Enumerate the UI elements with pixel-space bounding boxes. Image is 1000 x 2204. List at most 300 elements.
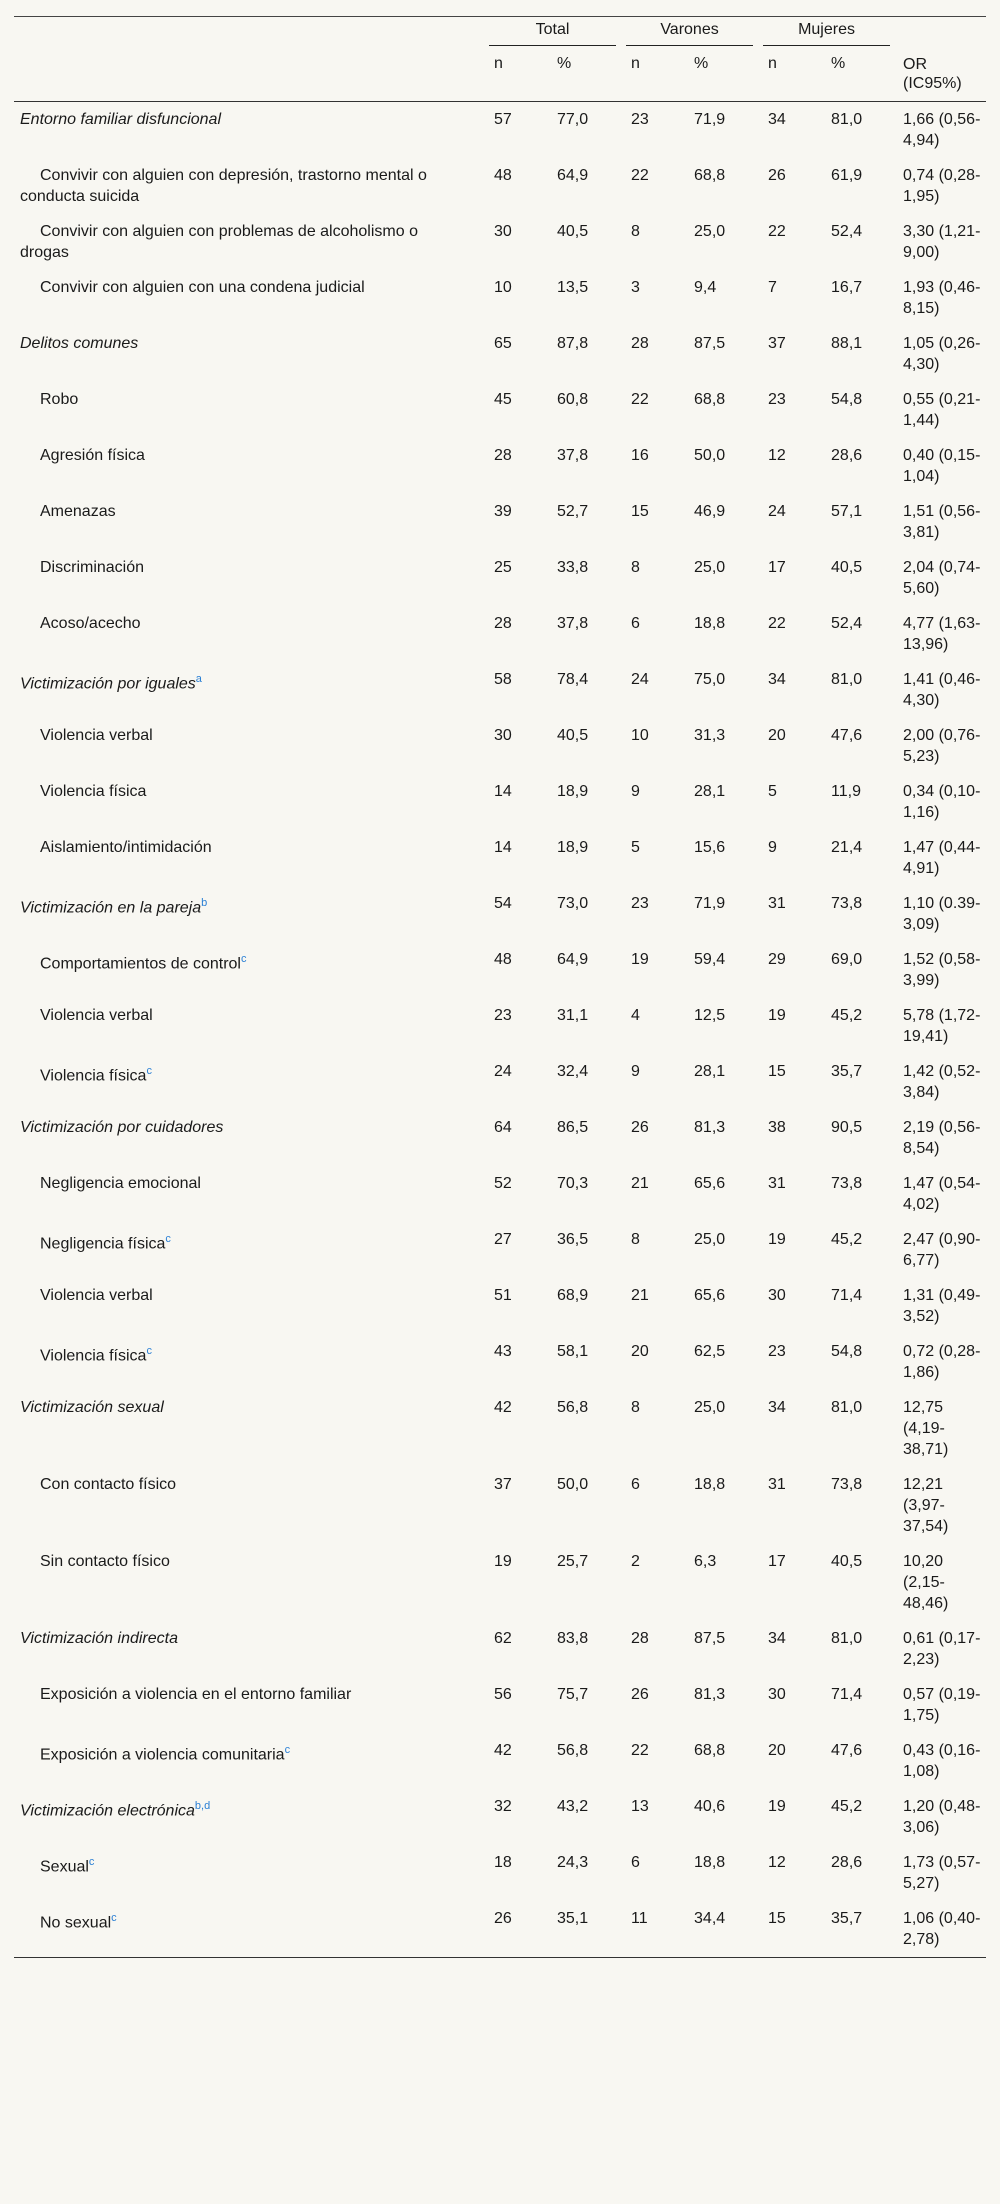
mujeres-pct-cell: 45,2 [831,1798,863,1815]
footnote-marker: c [88,1856,95,1868]
table-row [14,1677,986,1733]
subcategory-label [14,438,484,494]
table-row [14,550,986,606]
varones-pct-cell: 71,9 [694,111,726,128]
table-row [14,1544,986,1621]
total-pct-cell: 36,5 [557,1231,589,1248]
odds-ratio-cell: 1,31 (0,49-3,52) [903,1287,981,1325]
total-pct-cell: 37,8 [557,615,589,632]
mujeres-n-cell: 12 [768,1854,786,1871]
subcategory-label [14,774,484,830]
varones-pct-cell: 25,0 [694,559,726,576]
mujeres-n-cell: 31 [768,1175,786,1192]
total-n-cell: 30 [494,727,512,744]
total-pct-cell: 75,7 [557,1686,589,1703]
odds-ratio-cell: 1,52 (0,58-3,99) [903,951,981,989]
varones-n-cell: 2 [631,1553,640,1570]
odds-ratio-cell: 1,10 (0.39-3,09) [903,895,981,933]
varones-pct-cell: 25,0 [694,1231,726,1248]
odds-ratio-cell: 12,21 (3,97-37,54) [903,1476,949,1535]
varones-pct-cell: 6,3 [694,1553,717,1570]
total-pct-cell: 77,0 [557,111,589,128]
odds-ratio-cell: 1,05 (0,26-4,30) [903,335,981,373]
total-n-cell: 39 [494,503,512,520]
mujeres-pct-cell: 47,6 [831,727,863,744]
mujeres-pct-cell: 52,4 [831,615,863,632]
mujeres-pct-cell: 73,8 [831,895,863,912]
mujeres-pct-cell: 28,6 [831,1854,863,1871]
row-label-text: Victimización indirecta [20,1630,178,1647]
total-pct-cell: 78,4 [557,671,589,688]
header-mujeres-pct: % [821,49,895,102]
mujeres-pct-cell: 69,0 [831,951,863,968]
total-n-cell: 48 [494,167,512,184]
row-label-text: No sexual [40,1914,112,1932]
table-row [14,1334,986,1390]
varones-pct-cell: 68,8 [694,167,726,184]
odds-ratio-cell: 2,47 (0,90-6,77) [903,1231,981,1269]
total-n-cell: 64 [494,1119,512,1136]
row-label-text: Violencia física [40,1067,147,1085]
total-n-cell: 62 [494,1630,512,1647]
row-label-text: Agresión física [40,447,145,464]
total-pct-cell: 58,1 [557,1343,589,1360]
subcategory-label [14,998,484,1054]
table-row [14,382,986,438]
total-pct-cell: 70,3 [557,1175,589,1192]
subcategory-label [14,942,484,998]
header-mujeres-n: n [758,49,821,102]
total-n-cell: 58 [494,671,512,688]
footnote-marker: c [240,953,247,965]
subcategory-label [14,606,484,662]
table-row [14,102,986,159]
table-row [14,270,986,326]
subcategory-label [14,158,484,214]
varones-n-cell: 4 [631,1007,640,1024]
varones-pct-cell: 25,0 [694,1399,726,1416]
table-row [14,886,986,942]
mujeres-n-cell: 34 [768,1630,786,1647]
table-row [14,774,986,830]
varones-n-cell: 13 [631,1798,649,1815]
row-label-text: Sin contacto físico [40,1553,170,1570]
mujeres-pct-cell: 35,7 [821,1901,895,1958]
varones-n-cell: 26 [631,1119,649,1136]
odds-ratio-cell: 1,20 (0,48-3,06) [903,1798,981,1836]
varones-n-cell: 28 [631,1630,649,1647]
row-label-text: Victimización sexual [20,1399,164,1416]
total-n-cell: 43 [494,1343,512,1360]
row-label-text: Violencia física [40,1347,147,1365]
varones-pct-cell: 65,6 [694,1287,726,1304]
varones-n-cell: 16 [631,447,649,464]
mujeres-pct-cell: 71,4 [831,1686,863,1703]
total-n-cell: 19 [494,1553,512,1570]
odds-ratio-cell: 1,42 (0,52-3,84) [903,1063,981,1101]
row-label-text: Victimización electrónica [20,1802,195,1820]
total-n-cell: 27 [494,1231,512,1248]
odds-ratio-cell: 0,61 (0,17-2,23) [903,1630,981,1668]
varones-n-cell: 23 [631,111,649,128]
header-empty-or [895,17,986,50]
odds-ratio-cell: 4,77 (1,63-13,96) [903,615,981,653]
subcategory-label [14,1901,484,1958]
row-label-text: Entorno familiar disfuncional [20,111,221,128]
table-row [14,1278,986,1334]
category-label [14,102,484,159]
varones-pct-cell: 28,1 [694,783,726,800]
row-label-text: Exposición a violencia comunitaria [40,1746,285,1764]
mujeres-pct-cell: 73,8 [831,1476,863,1493]
category-label [14,1621,484,1677]
total-pct-cell: 83,8 [557,1630,589,1647]
mujeres-pct-cell: 81,0 [831,111,863,128]
total-pct-cell: 50,0 [557,1476,589,1493]
varones-n-cell: 24 [631,671,649,688]
subcategory-label [14,1733,484,1789]
varones-pct-cell: 34,4 [684,1901,758,1958]
odds-ratio-cell: 1,41 (0,46-4,30) [903,671,981,709]
total-n-cell: 32 [494,1798,512,1815]
row-label-text: Robo [40,391,79,408]
mujeres-n-cell: 31 [768,895,786,912]
table-row [14,326,986,382]
varones-n-cell: 26 [631,1686,649,1703]
mujeres-n-cell: 24 [768,503,786,520]
total-n-cell: 52 [494,1175,512,1192]
total-pct-cell: 68,9 [557,1287,589,1304]
varones-pct-cell: 18,8 [694,1854,726,1871]
varones-n-cell: 8 [631,559,640,576]
total-n-cell: 48 [494,951,512,968]
mujeres-n-cell: 23 [768,391,786,408]
mujeres-pct-cell: 21,4 [831,839,863,856]
footnote-marker: c [284,1744,291,1756]
varones-n-cell: 21 [631,1175,649,1192]
footnote-marker: a [195,673,202,685]
subcategory-label [14,1677,484,1733]
varones-n-cell: 22 [631,391,649,408]
total-n-cell: 10 [494,279,512,296]
mujeres-n-cell: 30 [768,1686,786,1703]
mujeres-n-cell: 15 [768,1063,786,1080]
row-label-text: Convivir con alguien con depresión, trastorno mental o conducta suicida [20,167,427,205]
total-pct-cell: 32,4 [557,1063,589,1080]
varones-n-cell: 21 [631,1287,649,1304]
varones-pct-cell: 68,8 [694,391,726,408]
mujeres-n-cell: 12 [768,447,786,464]
total-n-cell: 14 [494,839,512,856]
subcategory-label [14,1278,484,1334]
varones-pct-cell: 28,1 [694,1063,726,1080]
mujeres-pct-cell: 88,1 [831,335,863,352]
total-n-cell: 18 [494,1854,512,1871]
row-label-text: Violencia verbal [40,727,153,744]
total-n-cell: 25 [494,559,512,576]
table-row [14,662,986,718]
total-n-cell: 45 [494,391,512,408]
subcategory-label [14,1054,484,1110]
total-n-cell: 14 [494,783,512,800]
varones-n-cell: 23 [631,895,649,912]
footnote-marker: c [146,1345,152,1357]
mujeres-pct-cell: 45,2 [831,1231,863,1248]
odds-ratio-cell: 1,06 (0,40-2,78) [895,1901,986,1958]
odds-ratio-cell: 0,34 (0,10-1,16) [903,783,981,821]
row-label-text: Convivir con alguien con problemas de alcoholismo o drogas [20,223,418,261]
header-total: Total [484,17,621,50]
header-empty [14,17,484,50]
mujeres-n-cell: 34 [768,111,786,128]
varones-n-cell: 19 [631,951,649,968]
mujeres-pct-cell: 54,8 [831,391,863,408]
varones-pct-cell: 87,5 [694,1630,726,1647]
row-label-text: Amenazas [40,503,116,520]
mujeres-n-cell: 29 [768,951,786,968]
total-pct-cell: 40,5 [557,727,589,744]
table-row [14,830,986,886]
table-row [14,1222,986,1278]
table-row [14,1621,986,1677]
varones-n-cell: 8 [631,223,640,240]
mujeres-n-cell: 17 [768,559,786,576]
mujeres-n-cell: 15 [758,1901,821,1958]
varones-n-cell: 6 [631,615,640,632]
row-label-text: Negligencia física [40,1235,166,1253]
mujeres-pct-cell: 52,4 [831,223,863,240]
total-n-cell: 57 [494,111,512,128]
mujeres-pct-cell: 73,8 [831,1175,863,1192]
varones-n-cell: 20 [631,1343,649,1360]
table-row [14,606,986,662]
table-row [14,1733,986,1789]
row-label-text: Exposición a violencia en el entorno familiar [40,1686,352,1703]
table-row [14,1166,986,1222]
table-row [14,1789,986,1845]
total-n-cell: 30 [494,223,512,240]
total-n-cell: 24 [494,1063,512,1080]
row-label-text: Violencia física [40,783,147,800]
total-n-cell: 26 [484,1901,547,1958]
total-n-cell: 23 [494,1007,512,1024]
total-pct-cell: 56,8 [557,1399,589,1416]
mujeres-n-cell: 22 [768,223,786,240]
varones-n-cell: 3 [631,279,640,296]
row-label-text: Violencia verbal [40,1287,153,1304]
mujeres-pct-cell: 54,8 [831,1343,863,1360]
footnote-marker: c [165,1233,171,1245]
varones-pct-cell: 71,9 [694,895,726,912]
odds-ratio-cell: 1,51 (0,56-3,81) [903,503,981,541]
mujeres-pct-cell: 81,0 [831,671,863,688]
mujeres-n-cell: 20 [768,1742,786,1759]
category-label [14,886,484,942]
mujeres-n-cell: 31 [768,1476,786,1493]
mujeres-n-cell: 34 [768,671,786,688]
total-pct-cell: 64,9 [557,167,589,184]
varones-pct-cell: 46,9 [694,503,726,520]
odds-ratio-cell: 1,47 (0,54-4,02) [903,1175,981,1213]
mujeres-pct-cell: 81,0 [831,1399,863,1416]
varones-n-cell: 9 [631,1063,640,1080]
total-pct-cell: 73,0 [557,895,589,912]
table-row [14,438,986,494]
total-pct-cell: 13,5 [557,279,589,296]
varones-pct-cell: 15,6 [694,839,726,856]
total-pct-cell: 37,8 [557,447,589,464]
subcategory-label [14,214,484,270]
row-label-text: Discriminación [40,559,145,576]
total-pct-cell: 35,1 [547,1901,621,1958]
total-n-cell: 28 [494,615,512,632]
row-label-text: Acoso/acecho [40,615,141,632]
mujeres-n-cell: 37 [768,335,786,352]
table-row [14,214,986,270]
table-row [14,1845,986,1901]
varones-n-cell: 8 [631,1231,640,1248]
row-label-text: Victimización en la pareja [20,899,202,917]
varones-pct-cell: 18,8 [694,615,726,632]
varones-pct-cell: 65,6 [694,1175,726,1192]
mujeres-pct-cell: 61,9 [831,167,863,184]
odds-ratio-cell: 3,30 (1,21-9,00) [903,223,981,261]
varones-n-cell: 22 [631,1742,649,1759]
table-row [14,1110,986,1166]
row-label-text: Convivir con alguien con una condena judicial [40,279,365,296]
odds-ratio-cell: 2,19 (0,56-8,54) [903,1119,981,1157]
mujeres-pct-cell: 45,2 [831,1007,863,1024]
table-row [14,718,986,774]
total-pct-cell: 18,9 [557,839,589,856]
varones-n-cell: 8 [631,1399,640,1416]
odds-ratio-cell: 1,93 (0,46-8,15) [903,279,981,317]
mujeres-pct-cell: 16,7 [831,279,863,296]
subcategory-label [14,718,484,774]
varones-n-cell: 6 [631,1476,640,1493]
varones-n-cell: 6 [631,1854,640,1871]
mujeres-pct-cell: 28,6 [831,447,863,464]
mujeres-pct-cell: 71,4 [831,1287,863,1304]
mujeres-n-cell: 38 [768,1119,786,1136]
varones-n-cell: 9 [631,783,640,800]
mujeres-n-cell: 22 [768,615,786,632]
total-pct-cell: 40,5 [557,223,589,240]
category-label [14,1789,484,1845]
odds-ratio-cell: 1,73 (0,57-5,27) [903,1854,981,1892]
total-n-cell: 37 [494,1476,512,1493]
mujeres-n-cell: 19 [768,1007,786,1024]
total-pct-cell: 87,8 [557,335,589,352]
varones-pct-cell: 87,5 [694,335,726,352]
subcategory-label [14,550,484,606]
table-row [14,158,986,214]
total-n-cell: 51 [494,1287,512,1304]
mujeres-n-cell: 23 [768,1343,786,1360]
odds-ratio-cell: 0,74 (0,28-1,95) [903,167,981,205]
varones-pct-cell: 31,3 [694,727,726,744]
table-row [14,1467,986,1544]
mujeres-n-cell: 7 [768,279,777,296]
mujeres-n-cell: 34 [768,1399,786,1416]
odds-ratio-cell: 0,40 (0,15-1,04) [903,447,981,485]
total-n-cell: 56 [494,1686,512,1703]
varones-pct-cell: 50,0 [694,447,726,464]
mujeres-n-cell: 9 [768,839,777,856]
total-pct-cell: 52,7 [557,503,589,520]
odds-ratio-cell: 0,43 (0,16-1,08) [903,1742,981,1780]
total-pct-cell: 24,3 [557,1854,589,1871]
mujeres-pct-cell: 47,6 [831,1742,863,1759]
total-pct-cell: 25,7 [557,1553,589,1570]
mujeres-n-cell: 30 [768,1287,786,1304]
varones-n-cell: 5 [631,839,640,856]
varones-n-cell: 15 [631,503,649,520]
varones-pct-cell: 81,3 [694,1686,726,1703]
odds-ratio-cell: 2,04 (0,74-5,60) [903,559,981,597]
total-n-cell: 28 [494,447,512,464]
subcategory-label [14,1845,484,1901]
subcategory-label [14,1334,484,1390]
footnote-marker: c [111,1912,117,1924]
table-body [14,102,986,1958]
total-n-cell: 42 [494,1742,512,1759]
category-label [14,1390,484,1467]
subcategory-label [14,830,484,886]
footnote-marker: b [201,897,208,909]
header-label-col [14,49,484,102]
odds-ratio-cell: 2,00 (0,76-5,23) [903,727,981,765]
header-varones: Varones [621,17,758,50]
varones-pct-cell: 40,6 [694,1798,726,1815]
header-or: OR (IC95%) [895,49,986,102]
row-label-text: Negligencia emocional [40,1175,201,1192]
varones-n-cell: 10 [631,727,649,744]
victimization-table [14,16,986,1958]
row-label-text: Con contacto físico [40,1476,177,1493]
category-label [14,662,484,718]
row-label-text: Sexual [40,1858,89,1876]
odds-ratio-cell: 0,72 (0,28-1,86) [903,1343,981,1381]
total-n-cell: 65 [494,335,512,352]
varones-pct-cell: 62,5 [694,1343,726,1360]
table-header [14,17,986,102]
total-pct-cell: 43,2 [557,1798,589,1815]
total-n-cell: 42 [494,1399,512,1416]
mujeres-pct-cell: 57,1 [831,503,863,520]
mujeres-n-cell: 26 [768,167,786,184]
total-pct-cell: 33,8 [557,559,589,576]
total-pct-cell: 64,9 [557,951,589,968]
varones-n-cell: 28 [631,335,649,352]
subcategory-label [14,1222,484,1278]
category-label [14,326,484,382]
mujeres-n-cell: 19 [768,1798,786,1815]
varones-pct-cell: 25,0 [694,223,726,240]
table-row [14,1390,986,1467]
varones-n-cell: 22 [631,167,649,184]
mujeres-pct-cell: 81,0 [831,1630,863,1647]
subcategory-label [14,1166,484,1222]
total-pct-cell: 56,8 [557,1742,589,1759]
row-label-text: Comportamientos de control [40,955,241,973]
subcategory-label [14,494,484,550]
table-row [14,998,986,1054]
varones-pct-cell: 68,8 [694,1742,726,1759]
mujeres-n-cell: 19 [768,1231,786,1248]
mujeres-pct-cell: 90,5 [831,1119,863,1136]
subcategory-label [14,1467,484,1544]
